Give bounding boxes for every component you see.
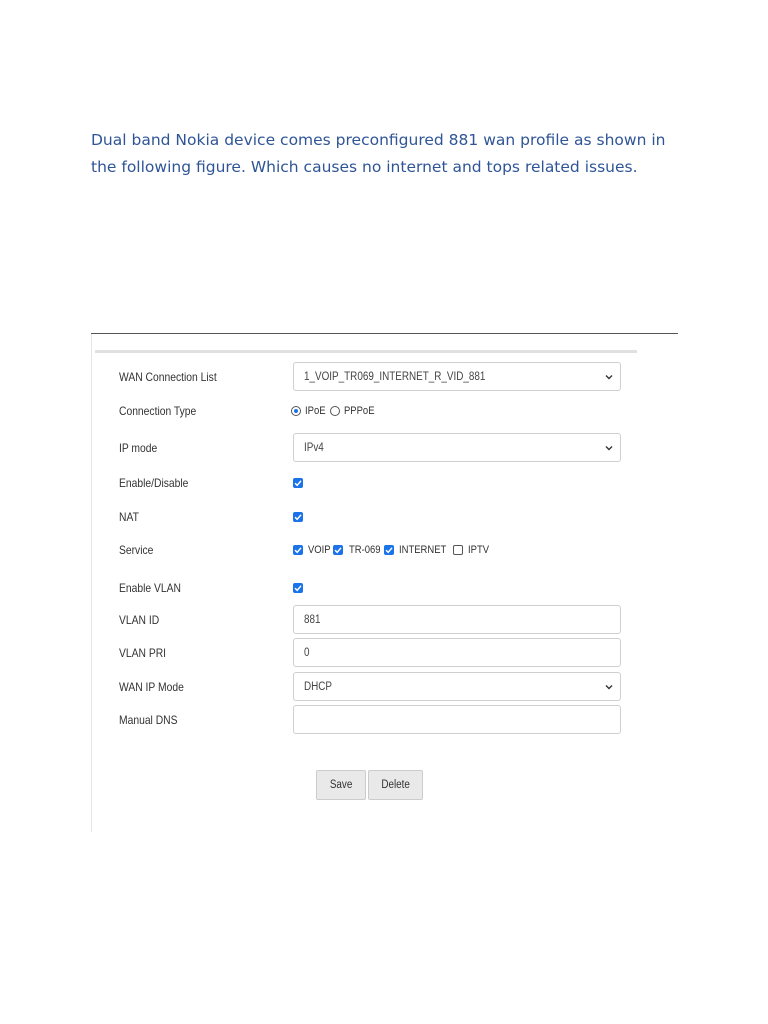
row-vlan-id bbox=[119, 605, 629, 635]
save-button-label: Save bbox=[329, 779, 353, 791]
row-connection-type bbox=[119, 396, 629, 426]
enable-disable-label: Enable/Disable bbox=[119, 476, 189, 490]
manual-dns-input[interactable] bbox=[293, 705, 621, 734]
vlan-pri-label: VLAN PRI bbox=[119, 646, 167, 660]
connection-type-ipoe-label: IPoE bbox=[305, 405, 326, 417]
nat-checkbox[interactable] bbox=[293, 512, 303, 522]
row-wan-ip-mode bbox=[119, 672, 629, 702]
row-ip-mode bbox=[119, 433, 629, 463]
wan-connection-list-label: WAN Connection List bbox=[119, 370, 217, 384]
vlan-id-input[interactable] bbox=[293, 605, 621, 634]
service-iptv-label: IPTV bbox=[468, 544, 490, 556]
row-wan-connection-list bbox=[119, 362, 629, 392]
service-tr069-checkbox[interactable] bbox=[333, 545, 343, 555]
wan-connection-list-value: 1_VOIP_TR069_INTERNET_R_VID_881 bbox=[304, 370, 486, 383]
manual-dns-label: Manual DNS bbox=[119, 713, 178, 727]
row-enable-disable bbox=[119, 468, 629, 498]
service-internet-label: INTERNET bbox=[399, 544, 447, 556]
horizontal-rule bbox=[91, 333, 678, 334]
row-vlan-pri bbox=[119, 638, 629, 668]
connection-type-pppoe-label: PPPoE bbox=[344, 405, 375, 417]
row-manual-dns bbox=[119, 705, 629, 735]
wan-ip-mode-label: WAN IP Mode bbox=[119, 680, 184, 694]
ip-mode-select[interactable] bbox=[293, 433, 621, 462]
panel-left-border bbox=[91, 334, 92, 832]
delete-button[interactable] bbox=[368, 770, 423, 800]
ip-mode-label: IP mode bbox=[119, 441, 158, 455]
enable-vlan-checkbox[interactable] bbox=[293, 583, 303, 593]
row-service bbox=[119, 535, 629, 565]
row-nat bbox=[119, 502, 629, 532]
service-label: Service bbox=[119, 543, 154, 557]
check-icon bbox=[384, 545, 394, 555]
service-internet-checkbox[interactable] bbox=[384, 545, 394, 555]
check-icon bbox=[333, 545, 343, 555]
vlan-pri-value: 0 bbox=[304, 646, 310, 659]
vlan-id-label: VLAN ID bbox=[119, 613, 160, 627]
nat-label: NAT bbox=[119, 510, 139, 524]
row-enable-vlan bbox=[119, 573, 629, 603]
chevron-down-icon bbox=[604, 682, 614, 692]
connection-type-pppoe-radio[interactable] bbox=[330, 406, 340, 416]
service-voip-checkbox[interactable] bbox=[293, 545, 303, 555]
save-button[interactable] bbox=[316, 770, 366, 800]
check-icon bbox=[293, 512, 303, 522]
intro-text: Dual band Nokia device comes preconfigured 881 wan profile as shown in the following figure. Which causes no internet and tops related issues. bbox=[91, 131, 666, 176]
service-tr069-label: TR-069 bbox=[348, 544, 381, 556]
wan-connection-list-select[interactable] bbox=[293, 362, 621, 391]
service-iptv-checkbox[interactable] bbox=[453, 545, 463, 555]
wan-ip-mode-select[interactable] bbox=[293, 672, 621, 701]
panel-top-bar bbox=[95, 350, 637, 353]
connection-type-ipoe-radio[interactable] bbox=[291, 406, 301, 416]
chevron-down-icon bbox=[604, 443, 614, 453]
vlan-id-value: 881 bbox=[304, 613, 321, 626]
check-icon bbox=[293, 478, 303, 488]
check-icon bbox=[293, 545, 303, 555]
delete-button-label: Delete bbox=[381, 779, 410, 791]
vlan-pri-input[interactable] bbox=[293, 638, 621, 667]
check-icon bbox=[293, 583, 303, 593]
chevron-down-icon bbox=[604, 372, 614, 382]
service-voip-label: VOIP bbox=[308, 544, 332, 556]
wan-ip-mode-value: DHCP bbox=[304, 680, 333, 693]
enable-vlan-label: Enable VLAN bbox=[119, 581, 181, 595]
ip-mode-value: IPv4 bbox=[304, 441, 324, 454]
connection-type-label: Connection Type bbox=[119, 404, 197, 418]
enable-disable-checkbox[interactable] bbox=[293, 478, 303, 488]
